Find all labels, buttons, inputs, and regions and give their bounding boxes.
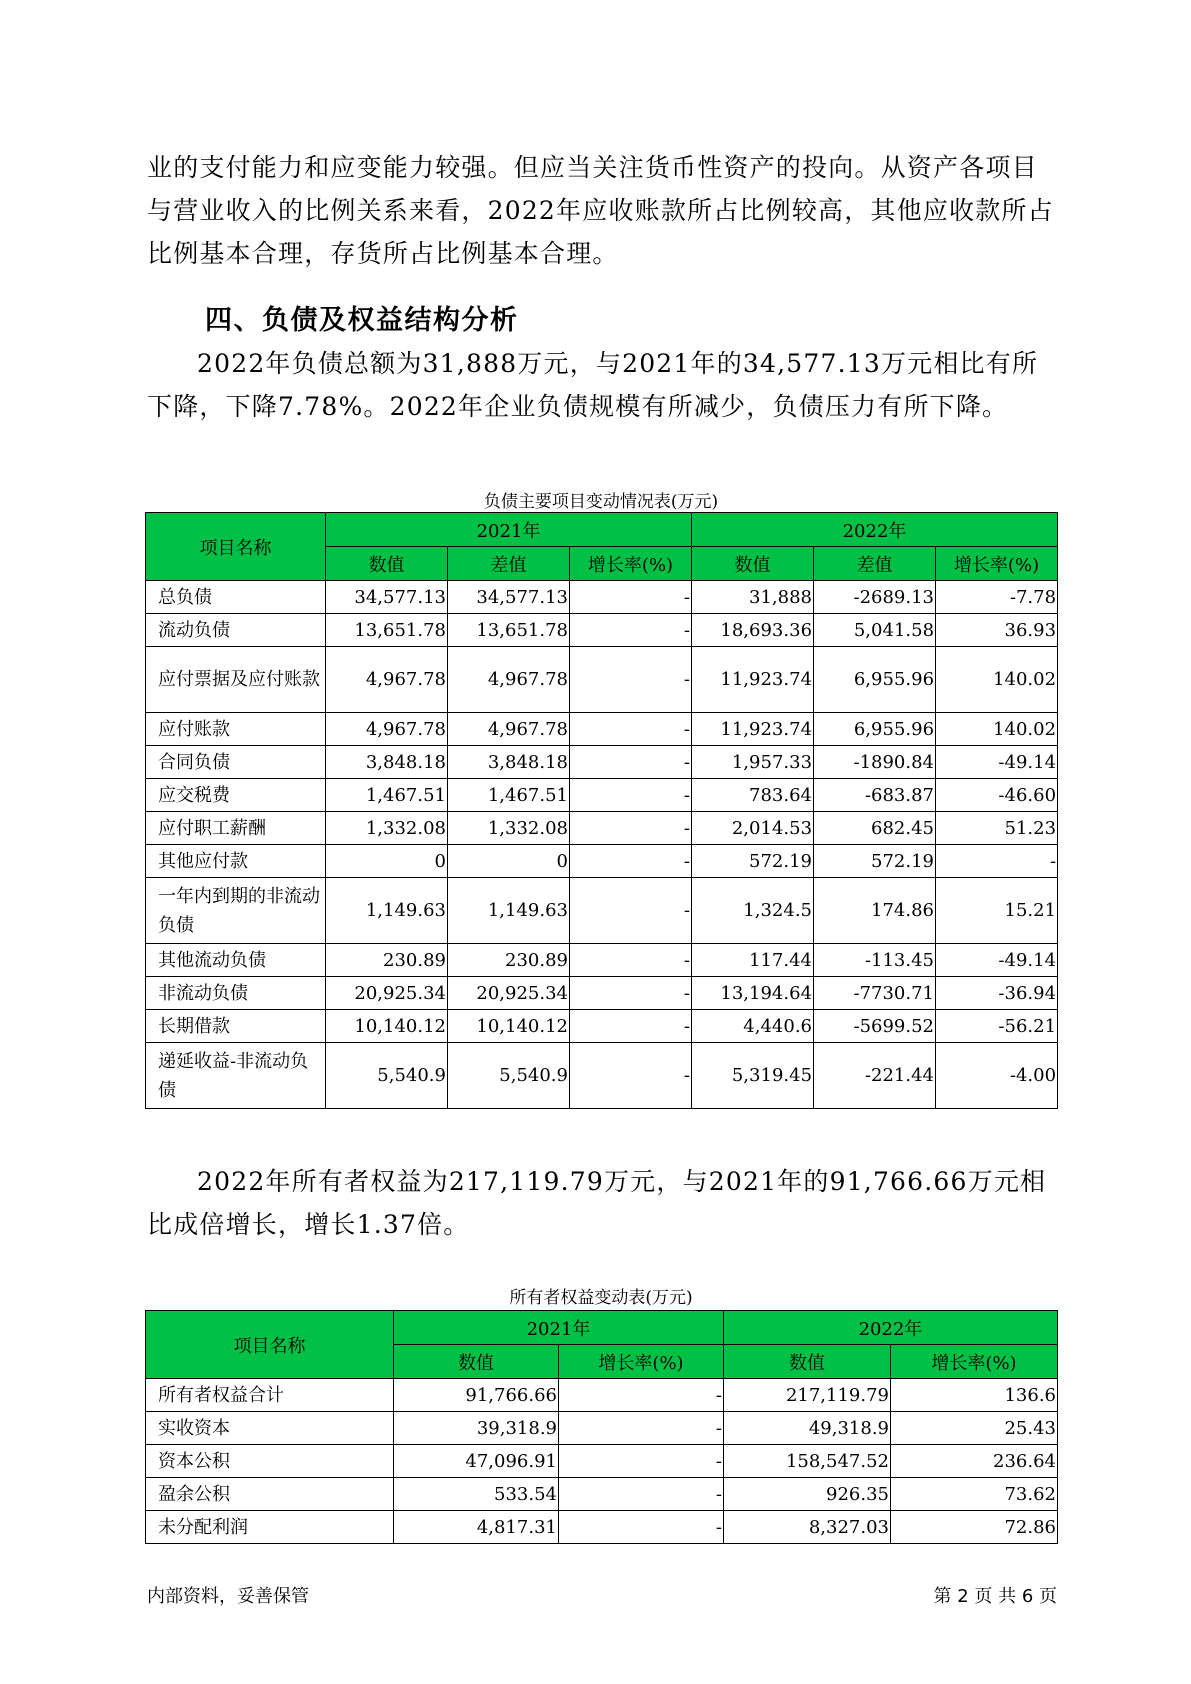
row-label: 非流动负债 [146, 977, 326, 1010]
table-cell: 0 [326, 845, 448, 878]
table-row [146, 812, 1058, 845]
table-cell: -2689.13 [814, 581, 936, 614]
sub-header: 差值 [448, 547, 570, 581]
table-cell: 6,955.96 [814, 647, 936, 713]
table-cell: 572.19 [692, 845, 814, 878]
table-cell: 4,440.6 [692, 1010, 814, 1043]
table-cell: 20,925.34 [448, 977, 570, 1010]
paragraph-equity-summary: 2022年所有者权益为217,119.79万元，与2021年的91,766.66万元相比成倍增长，增长1.37倍。 [147, 1167, 1047, 1239]
table-cell: 36.93 [936, 614, 1058, 647]
table-cell: 15.21 [936, 878, 1058, 944]
table-row [146, 1043, 1058, 1109]
row-label: 实收资本 [146, 1412, 394, 1445]
row-label: 盈余公积 [146, 1478, 394, 1511]
table-cell: -46.60 [936, 779, 1058, 812]
table-cell: 1,149.63 [448, 878, 570, 944]
table-row [146, 1412, 1058, 1445]
table-row [146, 977, 1058, 1010]
table-cell: - [570, 878, 692, 944]
liability-table-caption: 负债主要项目变动情况表(万元) [483, 492, 719, 512]
row-label: 所有者权益合计 [146, 1379, 394, 1412]
table-cell: 31,888 [692, 581, 814, 614]
table-cell: 217,119.79 [724, 1379, 891, 1412]
table-cell: 230.89 [448, 944, 570, 977]
table-cell: 13,194.64 [692, 977, 814, 1010]
row-label: 应交税费 [146, 779, 326, 812]
table-cell: 230.89 [326, 944, 448, 977]
sub-header: 增长率(%) [936, 547, 1058, 581]
table-cell: 572.19 [814, 845, 936, 878]
table-cell: 117.44 [692, 944, 814, 977]
table-cell: -7730.71 [814, 977, 936, 1010]
table-cell: - [570, 1043, 692, 1109]
table-cell: 4,817.31 [394, 1511, 559, 1544]
table-cell: 140.02 [936, 647, 1058, 713]
table-cell: 10,140.12 [326, 1010, 448, 1043]
table-row [146, 878, 1058, 944]
table-cell: 25.43 [891, 1412, 1058, 1445]
table-row [146, 1511, 1058, 1544]
page-number: 第 2 页 共 6 页 [933, 1586, 1057, 1607]
table-cell: 1,149.63 [326, 878, 448, 944]
row-label: 递延收益-非流动负债 [146, 1043, 326, 1109]
year-2021-header: 2021年 [394, 1311, 724, 1345]
table-cell: 5,041.58 [814, 614, 936, 647]
table-cell: 91,766.66 [394, 1379, 559, 1412]
table-cell: 20,925.34 [326, 977, 448, 1010]
table-cell: 136.6 [891, 1379, 1058, 1412]
row-label: 合同负债 [146, 746, 326, 779]
paragraph-liability-summary: 2022年负债总额为31,888万元，与2021年的34,577.13万元相比有所下降，下降7.78%。2022年企业负债规模有所减少，负债压力有所下降。 [147, 349, 1039, 421]
table-cell: - [559, 1379, 724, 1412]
table-cell: 4,967.78 [326, 647, 448, 713]
table-cell: -5699.52 [814, 1010, 936, 1043]
table-cell: - [559, 1511, 724, 1544]
table-cell: 174.86 [814, 878, 936, 944]
table-cell: 0 [448, 845, 570, 878]
table-row [146, 779, 1058, 812]
sub-header: 数值 [394, 1345, 559, 1379]
sub-header: 增长率(%) [559, 1345, 724, 1379]
sub-header: 增长率(%) [570, 547, 692, 581]
sub-header: 增长率(%) [891, 1345, 1058, 1379]
table-cell: 5,540.9 [448, 1043, 570, 1109]
row-label: 未分配利润 [146, 1511, 394, 1544]
paragraph-asset-conclusion: 业的支付能力和应变能力较强。但应当关注货币性资产的投向。从资产各项目与营业收入的比例关系来看，2022年应收账款所占比例较高，其他应收款所占比例基本合理，存货所占比例基本合理。 [147, 153, 1054, 268]
row-label: 一年内到期的非流动负债 [146, 878, 326, 944]
table-cell: - [570, 1010, 692, 1043]
table-cell: 34,577.13 [326, 581, 448, 614]
table-cell: 1,467.51 [448, 779, 570, 812]
table-cell: 8,327.03 [724, 1511, 891, 1544]
table-cell: - [570, 581, 692, 614]
table-cell: - [570, 812, 692, 845]
table-cell: 6,955.96 [814, 713, 936, 746]
col-item-name: 项目名称 [146, 1311, 394, 1379]
year-2021-header: 2021年 [326, 513, 692, 547]
table-cell: 11,923.74 [692, 713, 814, 746]
table-row [146, 713, 1058, 746]
table-cell: 3,848.18 [326, 746, 448, 779]
table-cell: -7.78 [936, 581, 1058, 614]
table-cell: 4,967.78 [326, 713, 448, 746]
footer-note: 内部资料，妥善保管 [147, 1586, 309, 1607]
table-cell: 682.45 [814, 812, 936, 845]
table-cell: - [559, 1412, 724, 1445]
table-cell: 3,848.18 [448, 746, 570, 779]
table-cell: - [570, 845, 692, 878]
row-label: 其他流动负债 [146, 944, 326, 977]
row-label: 总负债 [146, 581, 326, 614]
table-cell: - [570, 713, 692, 746]
table-cell: 10,140.12 [448, 1010, 570, 1043]
table-cell: -1890.84 [814, 746, 936, 779]
table-cell: 49,318.9 [724, 1412, 891, 1445]
table-cell: -36.94 [936, 977, 1058, 1010]
table-cell: - [570, 614, 692, 647]
table-row [146, 614, 1058, 647]
section-heading: 四、负债及权益结构分析 [205, 305, 519, 336]
table-cell: 140.02 [936, 713, 1058, 746]
table-cell: -221.44 [814, 1043, 936, 1109]
table-cell: 1,467.51 [326, 779, 448, 812]
sub-header: 数值 [692, 547, 814, 581]
table-cell: -49.14 [936, 944, 1058, 977]
row-label: 资本公积 [146, 1445, 394, 1478]
table-cell: -56.21 [936, 1010, 1058, 1043]
row-label: 长期借款 [146, 1010, 326, 1043]
table-cell: 72.86 [891, 1511, 1058, 1544]
table-cell: 5,319.45 [692, 1043, 814, 1109]
sub-header: 数值 [326, 547, 448, 581]
table-cell: -683.87 [814, 779, 936, 812]
year-2022-header: 2022年 [724, 1311, 1058, 1345]
row-label: 应付账款 [146, 713, 326, 746]
table-cell: - [936, 845, 1058, 878]
equity-table [145, 1310, 1058, 1544]
table-cell: 4,967.78 [448, 647, 570, 713]
table-row [146, 647, 1058, 713]
table-cell: 2,014.53 [692, 812, 814, 845]
table-cell: 4,967.78 [448, 713, 570, 746]
table-cell: - [570, 977, 692, 1010]
table-cell: -113.45 [814, 944, 936, 977]
year-2022-header: 2022年 [692, 513, 1058, 547]
row-label: 其他应付款 [146, 845, 326, 878]
row-label: 流动负债 [146, 614, 326, 647]
table-cell: 51.23 [936, 812, 1058, 845]
col-item-name: 项目名称 [146, 513, 326, 581]
table-row [146, 746, 1058, 779]
table-cell: - [570, 944, 692, 977]
table-cell: - [559, 1445, 724, 1478]
table-row [146, 845, 1058, 878]
table-cell: 1,332.08 [326, 812, 448, 845]
table-cell: 34,577.13 [448, 581, 570, 614]
table-cell: 47,096.91 [394, 1445, 559, 1478]
row-label: 应付职工薪酬 [146, 812, 326, 845]
table-cell: 73.62 [891, 1478, 1058, 1511]
table-cell: 18,693.36 [692, 614, 814, 647]
table-row [146, 1010, 1058, 1043]
table-cell: -49.14 [936, 746, 1058, 779]
table-cell: 5,540.9 [326, 1043, 448, 1109]
sub-header: 数值 [724, 1345, 891, 1379]
table-cell: 783.64 [692, 779, 814, 812]
sub-header: 差值 [814, 547, 936, 581]
table-cell: 533.54 [394, 1478, 559, 1511]
table-cell: 236.64 [891, 1445, 1058, 1478]
table-row [146, 944, 1058, 977]
table-cell: - [570, 779, 692, 812]
table-cell: 13,651.78 [448, 614, 570, 647]
table-cell: 39,318.9 [394, 1412, 559, 1445]
table-cell: 11,923.74 [692, 647, 814, 713]
table-row [146, 1379, 1058, 1412]
table-cell: - [570, 647, 692, 713]
table-cell: 926.35 [724, 1478, 891, 1511]
liability-table [145, 512, 1058, 1109]
equity-table-caption: 所有者权益变动表(万元) [509, 1288, 693, 1308]
table-cell: 1,332.08 [448, 812, 570, 845]
table-cell: 1,324.5 [692, 878, 814, 944]
table-row [146, 581, 1058, 614]
table-cell: 13,651.78 [326, 614, 448, 647]
table-cell: -4.00 [936, 1043, 1058, 1109]
table-cell: - [570, 746, 692, 779]
row-label: 应付票据及应付账款 [146, 647, 326, 713]
table-cell: - [559, 1478, 724, 1511]
table-row [146, 1445, 1058, 1478]
table-row [146, 1478, 1058, 1511]
table-cell: 158,547.52 [724, 1445, 891, 1478]
table-cell: 1,957.33 [692, 746, 814, 779]
